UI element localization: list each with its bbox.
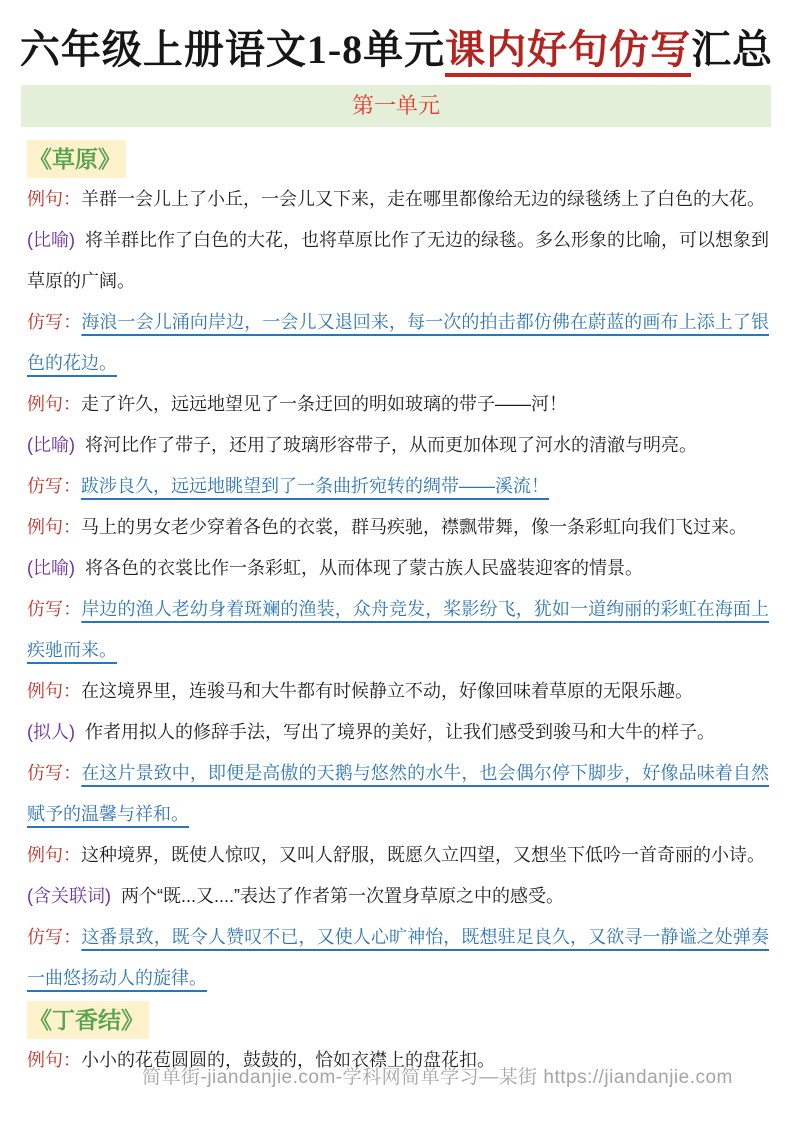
entry-text: 马上的男女老少穿着各色的衣裳，群马疾驰，襟飘带舞，像一条彩虹向我们飞过来。	[81, 517, 747, 537]
entry-text: 将羊群比作了白色的大花，也将草原比作了无边的绿毯。多么形象的比喻，可以想象到草原的广阔。	[27, 230, 769, 291]
entry-label: 例句：	[27, 394, 81, 414]
entry-text: 岸边的渔人老幼身着斑斓的渔装，众舟竞发，桨影纷飞，犹如一道绚丽的彩虹在海面上疾驰而来。	[27, 599, 770, 660]
entry-example	[27, 835, 769, 876]
entry-text: 作者用拟人的修辞手法，写出了境界的美好，让我们感受到骏马和大牛的样子。	[85, 722, 715, 742]
entry-analysis	[27, 220, 769, 302]
entry-imitation	[27, 466, 769, 507]
entry-analysis	[27, 425, 769, 466]
entry-text: 海浪一会儿涌向岸边，一会儿又退回来，每一次的拍击都仿佛在蔚蓝的画布上添上了银色的花边。	[27, 312, 770, 373]
page-title-prefix: 六年级上册语文1-8单元	[19, 27, 446, 72]
entry-label: (含关联词)	[27, 886, 111, 906]
entry-label: 例句：	[27, 845, 81, 865]
entry-label: (比喻)	[27, 230, 75, 250]
entry-label: 仿写：	[27, 476, 81, 496]
entry-text: 小小的花苞圆圆的，鼓鼓的，恰如衣襟上的盘花扣。	[81, 1050, 495, 1070]
section-title: 《丁香结》	[27, 1001, 149, 1039]
entry-example	[27, 1040, 769, 1081]
entry-label: 仿写：	[27, 312, 82, 332]
entry-label: 仿写：	[27, 927, 82, 947]
section-title: 《草原》	[27, 140, 126, 178]
entry-example	[27, 671, 769, 712]
entry-analysis	[27, 712, 769, 753]
entry-text: 在这片景致中，即便是高傲的天鹅与悠然的水牛，也会偶尔停下脚步，好像品味着自然赋予的温馨与祥和。	[27, 763, 770, 824]
entry-text: 这番景致，既令人赞叹不已，又使人心旷神怡，既想驻足良久，又欲寻一静谧之处弹奏一曲悠扬动人的旋律。	[27, 927, 770, 988]
page-title	[0, 0, 793, 74]
entry-imitation	[27, 589, 769, 671]
entry-imitation	[27, 302, 769, 384]
entry-analysis	[27, 876, 769, 917]
entry-label: 仿写：	[27, 763, 82, 783]
entry-label: (拟人)	[27, 722, 75, 742]
page-title-suffix: 汇总	[691, 27, 774, 72]
entry-analysis	[27, 548, 769, 589]
content-area	[27, 138, 769, 1081]
page-title-highlight: 课内好句仿写	[445, 27, 691, 77]
entry-text: 将各色的衣裳比作一条彩虹，从而体现了蒙古族人民盛装迎客的情景。	[85, 558, 643, 578]
entry-label: 例句：	[27, 517, 81, 537]
entry-label: 例句：	[27, 1050, 81, 1070]
unit-banner: 第一单元	[21, 85, 771, 127]
entry-example	[27, 507, 769, 548]
entry-text: 在这境界里，连骏马和大牛都有时候静立不动，好像回味着草原的无限乐趣。	[81, 681, 693, 701]
entry-label: 仿写：	[27, 599, 82, 619]
entry-label: (比喻)	[27, 435, 75, 455]
entry-text: 这种境界，既使人惊叹，又叫人舒服，既愿久立四望，又想坐下低吟一首奇丽的小诗。	[81, 845, 765, 865]
entry-imitation	[27, 917, 769, 999]
section-heading	[27, 138, 769, 179]
section-heading	[27, 999, 769, 1040]
entry-text: 走了许久，远远地望见了一条迂回的明如玻璃的带子——河！	[81, 394, 567, 414]
entry-example	[27, 384, 769, 425]
entry-text: 两个“既...又....”表达了作者第一次置身草原之中的感受。	[121, 886, 564, 906]
entry-label: (比喻)	[27, 558, 75, 578]
entry-label: 例句：	[27, 681, 81, 701]
watermark: 简单街-jiandanjie.com-学科网简单学习—某街 https://jiandanjie.com	[142, 1067, 733, 1088]
entry-imitation	[27, 753, 769, 835]
entry-label: 例句：	[27, 189, 81, 209]
entry-text: 将河比作了带子，还用了玻璃形容带子，从而更加体现了河水的清澈与明亮。	[85, 435, 697, 455]
entry-text: 跋涉良久，远远地眺望到了一条曲折宛转的绸带——溪流！	[81, 476, 549, 496]
entry-example	[27, 179, 769, 220]
entry-text: 羊群一会儿上了小丘，一会儿又下来，走在哪里都像给无边的绿毯绣上了白色的大花。	[81, 189, 765, 209]
